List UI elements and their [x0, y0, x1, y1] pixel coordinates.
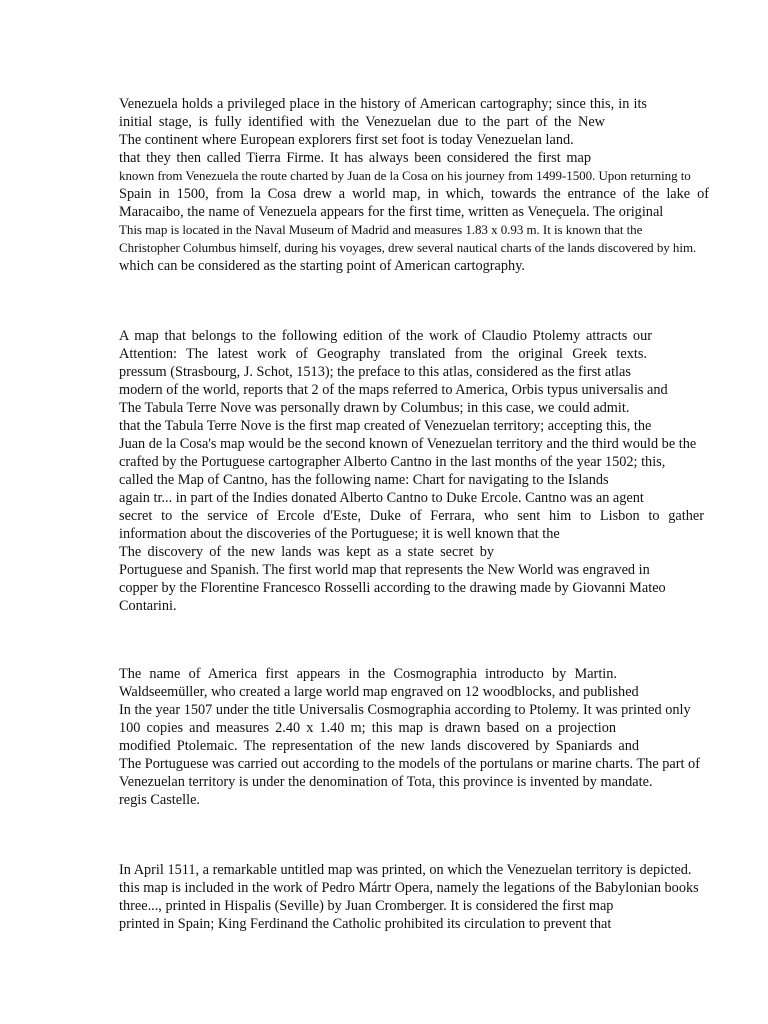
- text-line: The discovery of the new lands was kept as a state secret by: [119, 544, 494, 560]
- text-line: Maracaibo, the name of Venezuela appears for the first time, written as Veneçuela. The original: [119, 204, 664, 220]
- text-line: The name of America first appears in the Cosmographia introducto by Martin.: [119, 666, 617, 682]
- text-line: that the Tabula Terre Nove is the first map created of Venezuelan territory; accepting this, the: [119, 418, 652, 434]
- text-line: again tr... in part of the Indies donated Alberto Cantno to Duke Ercole. Cantno was an agent: [119, 490, 644, 506]
- text-line: crafted by the Portuguese cartographer Alberto Cantno in the last months of the year 1502; this,: [119, 454, 666, 470]
- text-line: printed in Spain; King Ferdinand the Catholic prohibited its circulation to prevent that: [119, 916, 612, 932]
- text-line: 100 copies and measures 2.40 x 1.40 m; this map is drawn based on a projection: [119, 720, 616, 736]
- text-line: Portuguese and Spanish. The first world map that represents the New World was engraved in: [119, 562, 650, 578]
- text-line: known from Venezuela the route charted by Juan de la Cosa on his journey from 1499-1500. Upon returning to: [119, 168, 691, 183]
- paragraph-1511-map: [119, 861, 709, 933]
- text-line: pressum (Strasbourg, J. Schot, 1513); the preface to this atlas, considered as the first atlas: [119, 364, 631, 380]
- text-line: Juan de la Cosa's map would be the second known of Venezuelan territory and the third would be the: [119, 436, 697, 452]
- paragraph-waldseemuller: [119, 665, 709, 809]
- document-page: [119, 95, 709, 933]
- text-line: In the year 1507 under the title Universalis Cosmographia according to Ptolemy. It was printed only: [119, 702, 691, 718]
- text-line: this map is included in the work of Pedro Mártr Opera, namely the legations of the Babylonian books: [119, 880, 699, 896]
- paragraph-spacer: [119, 615, 709, 665]
- text-line: which can be considered as the starting point of American cartography.: [119, 258, 525, 274]
- text-line: information about the discoveries of the Portuguese; it is well known that the: [119, 526, 560, 542]
- text-line: regis Castelle.: [119, 792, 200, 808]
- text-line: Venezuela holds a privileged place in the history of American cartography; since this, in its: [119, 96, 647, 112]
- text-line: that they then called Tierra Firme. It has always been considered the first map: [119, 150, 591, 166]
- paragraph-spacer: [119, 809, 709, 861]
- text-line: Waldseemüller, who created a large world map engraved on 12 woodblocks, and published: [119, 684, 639, 700]
- text-line: The Tabula Terre Nove was personally drawn by Columbus; in this case, we could admit.: [119, 400, 630, 416]
- paragraph-la-cosa-map: [119, 95, 709, 275]
- paragraph-ptolemy-edition: [119, 327, 709, 615]
- text-line: modern of the world, reports that 2 of the maps referred to America, Orbis typus universalis and: [119, 382, 668, 398]
- text-line: In April 1511, a remarkable untitled map was printed, on which the Venezuelan territory is depicted.: [119, 862, 692, 878]
- text-line: A map that belongs to the following edition of the work of Claudio Ptolemy attracts our: [119, 328, 652, 344]
- text-line: Venezuelan territory is under the denomination of Tota, this province is invented by mandate.: [119, 774, 653, 790]
- text-line: Attention: The latest work of Geography translated from the original Greek texts.: [119, 346, 647, 362]
- text-line: This map is located in the Naval Museum of Madrid and measures 1.83 x 0.93 m. It is known that the: [119, 222, 643, 237]
- text-line: The Portuguese was carried out according to the models of the portulans or marine charts. The part of: [119, 756, 700, 772]
- text-line: Contarini.: [119, 598, 177, 614]
- text-line: three..., printed in Hispalis (Seville) by Juan Cromberger. It is considered the first map: [119, 898, 614, 914]
- text-line: initial stage, is fully identified with the Venezuelan due to the part of the New: [119, 114, 605, 130]
- text-line: modified Ptolemaic. The representation of the new lands discovered by Spaniards and: [119, 738, 639, 754]
- text-line: Christopher Columbus himself, during his voyages, drew several nautical charts of the lands discovered by him.: [119, 240, 697, 255]
- paragraph-spacer: [119, 275, 709, 327]
- text-line: copper by the Florentine Francesco Rosselli according to the drawing made by Giovanni Mateo: [119, 580, 666, 596]
- text-line: Spain in 1500, from la Cosa drew a world map, in which, towards the entrance of the lake of: [119, 186, 709, 202]
- text-line: called the Map of Cantno, has the following name: Chart for navigating to the Islands: [119, 472, 609, 488]
- text-line: secret to the service of Ercole d'Este, Duke of Ferrara, who sent him to Lisbon to gather: [119, 508, 704, 524]
- text-line: The continent where European explorers first set foot is today Venezuelan land.: [119, 132, 574, 148]
